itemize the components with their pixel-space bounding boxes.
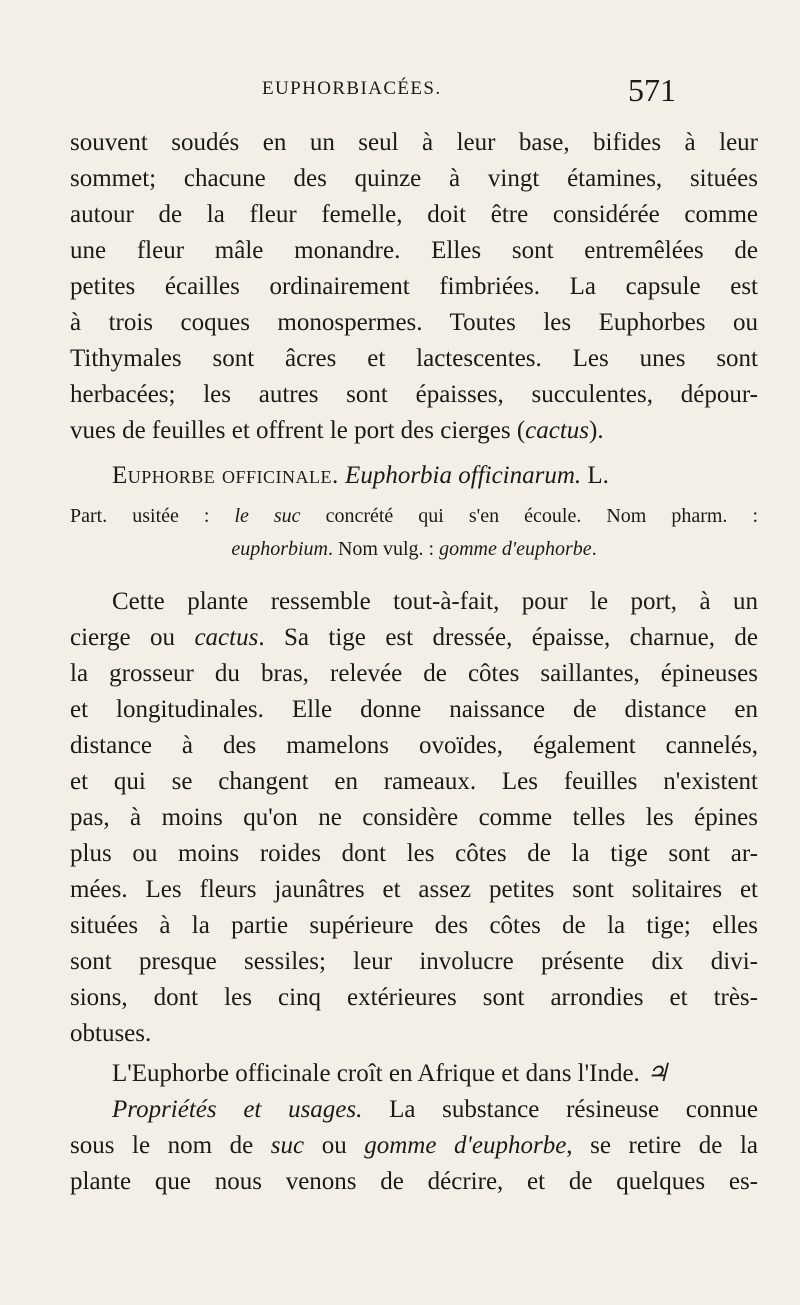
text-line: et longitudinales. Elle donne naissance de distance en — [70, 696, 758, 723]
species-author: L. — [587, 462, 609, 489]
text-line — [70, 413, 758, 449]
text-line: autour de la fleur femelle, doit être considérée comme — [70, 201, 758, 228]
text-line: à trois coques monospermes. Toutes les Euphorbes ou — [70, 309, 758, 336]
text-line: petites écailles ordinairement fimbriées. La capsule est — [70, 273, 758, 300]
text-line — [70, 620, 758, 656]
text-fragment: Part. usitée : — [70, 505, 235, 527]
text-line: mées. Les fleurs jaunâtres et assez petites sont solitaires et — [70, 876, 758, 903]
text-line: la grosseur du bras, relevée de côtes saillantes, épineuses — [70, 660, 758, 687]
text-fragment: ). — [589, 417, 604, 444]
page-number: 571 — [628, 72, 676, 108]
italic-term: gomme d'euphorbe — [439, 538, 592, 560]
text-fragment: vues de feuilles et offrent le port des cierges ( — [70, 417, 526, 444]
paragraph-continuation — [70, 125, 758, 449]
running-title: EUPHORBIACÉES. — [262, 78, 442, 99]
text-line: distance à des mamelons ovoïdes, également cannelés, — [70, 732, 758, 759]
pharmacy-note — [70, 500, 758, 566]
note-line — [70, 533, 758, 566]
perennial-symbol: ♃ — [646, 1060, 669, 1087]
text-fragment: . Nom vulg. : — [327, 538, 440, 560]
text-line: Tithymales sont âcres et lactescentes. Les unes sont — [70, 345, 758, 372]
text-line: sions, dont les cinq extérieures sont arrondies et très- — [70, 984, 758, 1011]
text-line: pas, à moins qu'on ne considère comme telles les épines — [70, 804, 758, 831]
text-line: herbacées; les autres sont épaisses, succulentes, dépour- — [70, 381, 758, 408]
species-heading — [70, 458, 758, 494]
italic-term: le suc — [234, 505, 301, 527]
habitat-text: L'Euphorbe officinale croît en Afrique et dans l'Inde. — [112, 1060, 640, 1087]
text-line: situées à la partie supérieure des côtes de la tige; elles — [70, 912, 758, 939]
text-line: Cette plante ressemble tout-à-fait, pour le port, à un — [112, 588, 758, 615]
text-fragment: ou — [304, 1132, 365, 1159]
italic-term: gomme d'euphorbe — [364, 1132, 567, 1159]
text-line: plus ou moins roides dont les côtes de la tige sont ar- — [70, 840, 758, 867]
text-fragment: sous le nom de — [70, 1132, 271, 1159]
text-fragment: concrété qui s'en écoule. Nom pharm. : — [300, 505, 758, 527]
page-header — [0, 72, 800, 118]
section-heading: Propriétés et usages. — [112, 1096, 363, 1123]
text-line: une fleur mâle monandre. Elles sont entremêlées de — [70, 237, 758, 264]
text-line: obtuses. — [70, 1020, 152, 1047]
italic-term: cactus — [194, 624, 259, 651]
text-fragment: . Sa tige est dressée, épaisse, charnue, de — [258, 624, 759, 651]
text-line — [70, 1128, 758, 1164]
habitat-paragraph — [70, 1056, 758, 1092]
text-fragment: La substance résineuse connue — [362, 1096, 758, 1123]
text-fragment: , se retire de la — [566, 1132, 758, 1159]
text-line: sont presque sessiles; leur involucre présente dix divi- — [70, 948, 758, 975]
text-line: plante que nous venons de décrire, et de quelques es- — [70, 1168, 758, 1195]
species-latin-name: Euphorbia officinarum. — [345, 462, 582, 489]
species-common-name: Euphorbe officinale. — [112, 462, 339, 489]
properties-paragraph — [70, 1092, 758, 1200]
text-line: souvent soudés en un seul à leur base, bifides à leur — [70, 129, 758, 156]
italic-term: suc — [270, 1132, 305, 1159]
italic-term: cactus — [525, 417, 590, 444]
text-line — [70, 1092, 758, 1128]
note-line — [70, 500, 758, 533]
text-fragment: . — [591, 538, 597, 560]
text-line: et qui se changent en rameaux. Les feuilles n'existent — [70, 768, 758, 795]
description-paragraph — [70, 584, 758, 1052]
text-line: sommet; chacune des quinze à vingt étamines, situées — [70, 165, 758, 192]
text-fragment: cierge ou — [70, 624, 195, 651]
body-text — [70, 125, 758, 1200]
italic-term: euphorbium — [231, 538, 328, 560]
